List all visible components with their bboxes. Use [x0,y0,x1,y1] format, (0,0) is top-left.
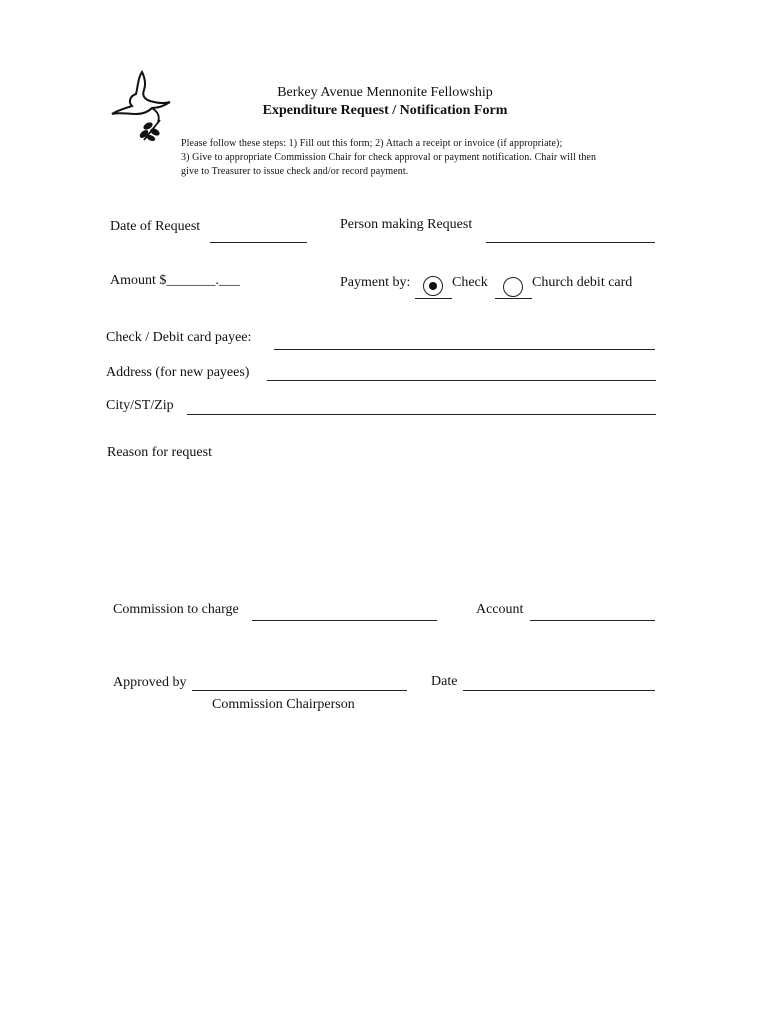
check-radio-selected-dot [429,282,437,290]
instructions-line-3: give to Treasurer to issue check and/or record payment. [181,166,409,177]
debit-radio-underline [495,298,532,299]
approval-date-field[interactable] [463,690,655,691]
reason-label: Reason for request [107,445,212,460]
city-st-zip-field[interactable] [187,414,656,415]
commission-field[interactable] [252,620,437,621]
commission-chairperson-sublabel: Commission Chairperson [212,697,355,712]
check-option-label: Check [452,275,488,290]
person-making-request-field[interactable] [486,242,655,243]
payee-field[interactable] [274,349,655,350]
commission-label: Commission to charge [113,602,239,617]
amount-label[interactable]: Amount $_______.___ [110,273,240,288]
payee-label: Check / Debit card payee: [106,330,252,345]
address-field[interactable] [267,380,656,381]
church-debit-card-radio[interactable] [503,277,523,297]
address-label: Address (for new payees) [106,365,250,380]
approval-date-label: Date [431,674,458,689]
date-of-request-field[interactable] [210,242,307,243]
reason-field[interactable] [107,470,657,590]
payment-by-label: Payment by: [340,275,411,290]
approved-by-field[interactable] [192,690,407,691]
organization-name: Berkey Avenue Mennonite Fellowship [277,85,493,100]
check-radio-underline [415,298,452,299]
check-radio[interactable] [423,276,443,296]
instructions-line-1: Please follow these steps: 1) Fill out this form; 2) Attach a receipt or invoice (if appropriate); [181,138,563,149]
city-st-zip-label: City/ST/Zip [106,398,174,413]
account-field[interactable] [530,620,655,621]
account-label: Account [476,602,524,617]
date-of-request-label: Date of Request [110,219,201,234]
approved-by-label: Approved by [113,675,187,690]
form-title: Expenditure Request / Notification Form [262,103,508,118]
instructions-line-2: 3) Give to appropriate Commission Chair for check approval or payment notification. Chair will then [181,152,597,163]
person-making-request-label: Person making Request [340,217,473,232]
church-debit-card-option-label: Church debit card [532,275,633,290]
